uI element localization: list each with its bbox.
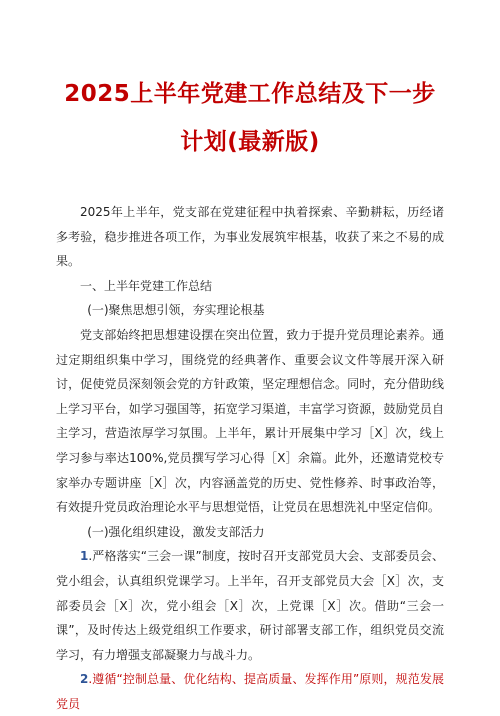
section-heading-1: 一、上半年党建工作总结 xyxy=(80,278,213,293)
list-item-1-number: 1 xyxy=(80,549,89,564)
list-item-2-number: 2 xyxy=(80,672,89,687)
document-body xyxy=(56,200,444,716)
title-line-2: 计划(最新版) xyxy=(180,129,320,155)
document-title xyxy=(56,0,444,166)
subsection-heading-1: (一)聚焦思想引领，夯实理论根基 xyxy=(87,303,265,318)
body-paragraph-1: 党支部始终把思想建设摆在突出位置，致力于提升党员理论素养。通过定期组织集中学习，围绕党的经典著作、重要会议文件等展开深入研讨，促使党员深刻领会党的方针政策，坚定理想信念。同时，充分借助线上学习平台，如学习强国等，拓宽学习渠道，丰富学习资源，鼓励党员自主学习，营造浓厚学习氛围。上半年，累计开展集中学习［X］次，线上学习参与率达100%,党员撰写学习心得［X］余篇。此外，还邀请党校专家举办专题讲座［X］次，内容涵盖党的历史、党性修养、时事政治等，有效提升党员政治理论水平与思想觉悟，让党员在思想洗礼中坚定信仰。 xyxy=(56,327,444,515)
list-item-1 xyxy=(56,544,444,667)
title-line-1: 2025上半年党建工作总结及下一步 xyxy=(64,81,436,107)
list-item-2 xyxy=(56,667,444,716)
list-item-1-text: .严格落实“三会一课”制度，按时召开支部党员大会、支部委员会、党小组会，认真组织党课学习。上半年，召开支部党员大会［X］次，支部委员会［X］次，党小组会［X］次，上党课［X］次。借助“三会一课”，及时传达上级党组织工作要求，研讨部署支部工作，组织党员交流学习，有力增强支部凝聚力与战斗力。 xyxy=(56,549,444,662)
subsection-heading-2: (一)强化组织建设，激发支部活力 xyxy=(87,524,265,539)
intro-paragraph: 2025年上半年，党支部在党建征程中执着探索、辛勤耕耘，历经诸多考验，稳步推进各项工作，为事业发展筑牢根基，收获了来之不易的成果。 xyxy=(56,205,444,269)
list-item-2-text: .遵循“控制总量、优化结构、提高质量、发挥作用”原则，规范发展党员 xyxy=(56,672,444,711)
